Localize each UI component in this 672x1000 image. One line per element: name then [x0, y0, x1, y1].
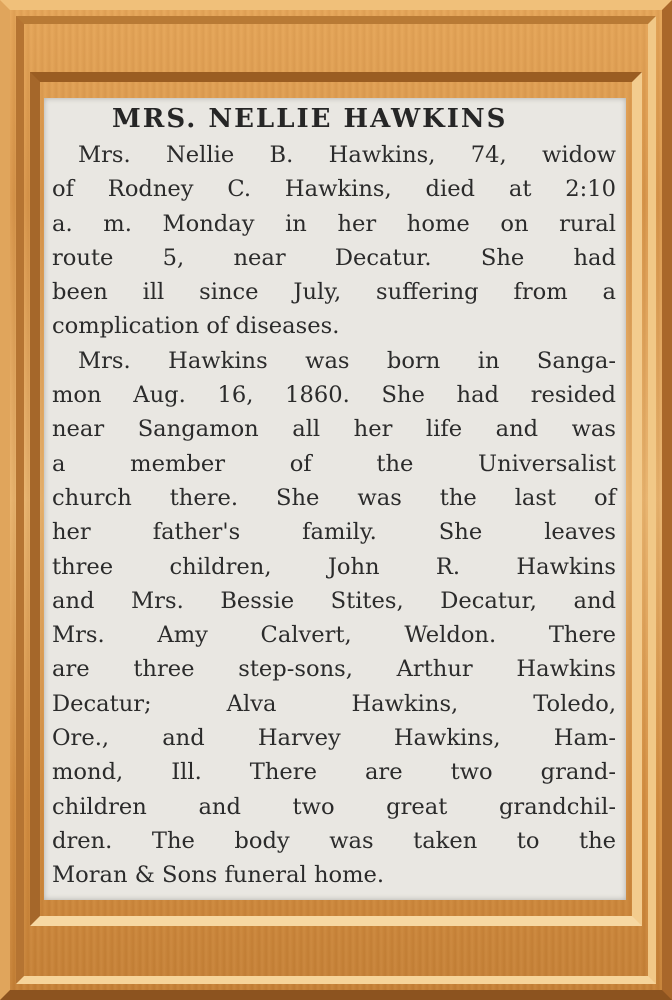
obituary-line: and Mrs. Bessie Stites, Decatur, and — [52, 587, 616, 614]
obituary-body — [52, 138, 616, 893]
obituary-line: are three step-sons, Arthur Hawkins — [52, 656, 616, 683]
obituary-line: Decatur; Alva Hawkins, Toledo, — [52, 690, 616, 717]
obituary-line: complication of diseases. — [52, 313, 340, 340]
obituary-line: mon Aug. 16, 1860. She had resided — [52, 382, 616, 409]
obituary-line: been ill since July, suffering from a — [52, 279, 616, 306]
obituary-line: children and two great grandchil- — [52, 793, 616, 820]
obituary-line: her father's family. She leaves — [52, 519, 616, 546]
obituary-line: route 5, near Decatur. She had — [52, 244, 616, 271]
obituary-line: a. m. Monday in her home on rural — [52, 210, 616, 237]
obituary-line: mond, Ill. There are two grand- — [52, 759, 616, 786]
obituary-headline: MRS. NELLIE HAWKINS — [112, 104, 508, 134]
obituary-line: church there. She was the last of — [52, 484, 616, 511]
obituary-line: of Rodney C. Hawkins, died at 2:10 — [52, 176, 616, 203]
newspaper-clipping — [44, 98, 626, 900]
obituary-line: Mrs. Hawkins was born in Sanga- — [78, 347, 616, 374]
obituary-line: three children, John R. Hawkins — [52, 553, 616, 580]
obituary-line: near Sangamon all her life and was — [52, 416, 616, 443]
obituary-line: dren. The body was taken to the — [52, 827, 616, 854]
obituary-line: Ore., and Harvey Hawkins, Ham- — [52, 725, 616, 752]
obituary-line: Mrs. Nellie B. Hawkins, 74, widow — [78, 142, 616, 168]
obituary-line: Mrs. Amy Calvert, Weldon. There — [52, 622, 616, 649]
obituary-line: Moran & Sons funeral home. — [52, 862, 385, 889]
obituary-line: a member of the Universalist — [52, 450, 616, 477]
